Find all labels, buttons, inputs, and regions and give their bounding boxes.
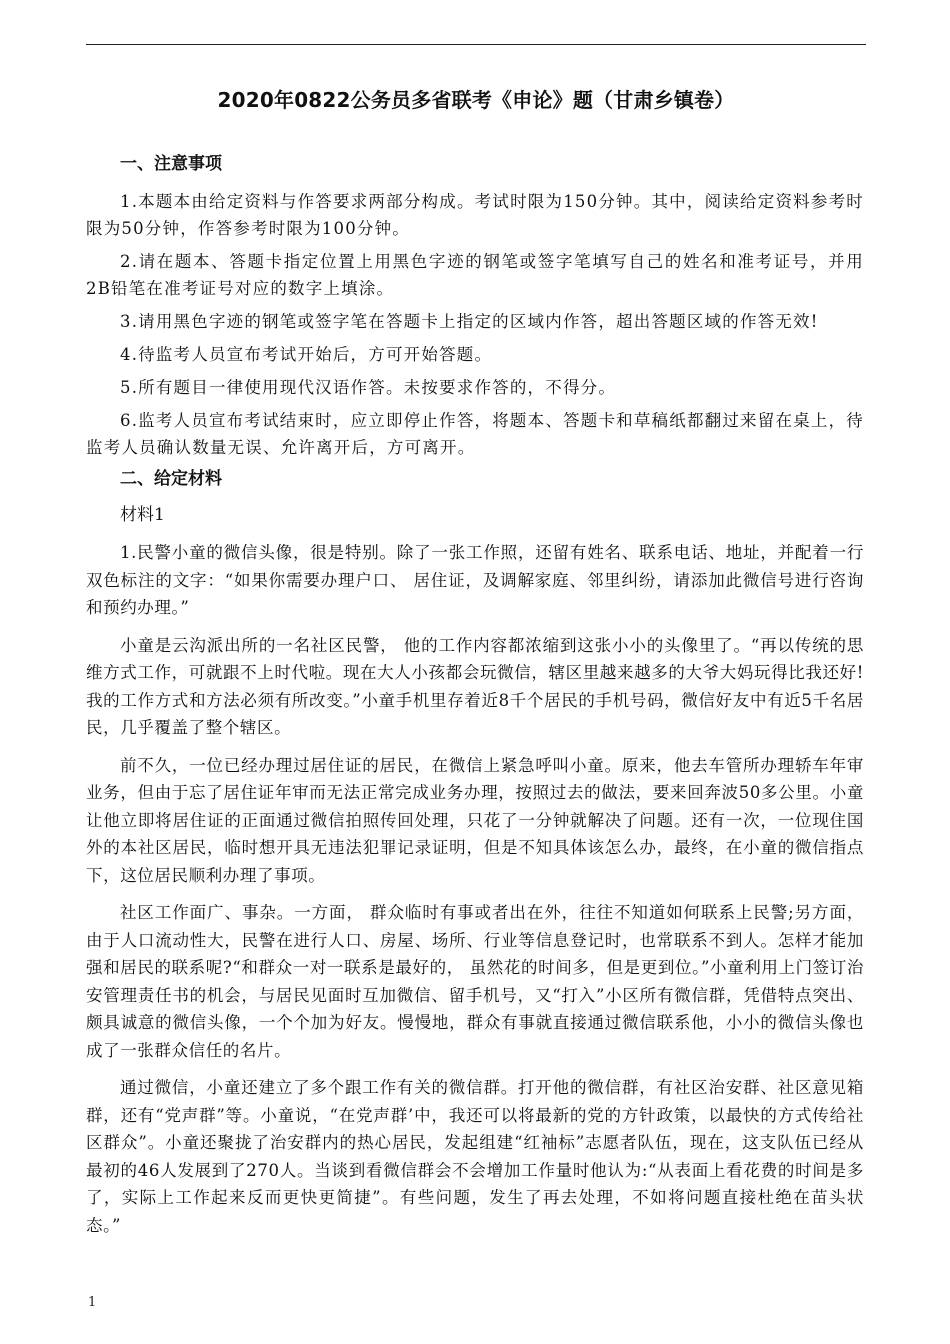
document-title: 2020年0822公务员多省联考《申论》题（甘肃乡镇卷）	[217, 88, 735, 112]
notes-list	[86, 188, 864, 461]
material-label: 材料1	[120, 505, 165, 525]
note-item: 6.监考人员宣布考试结束时，应立即停止作答，将题本、答题卡和草稿纸都翻过来留在桌上，待监考人员确认数量无误、允许离开后，方可离开。	[86, 411, 864, 457]
page-number: 1	[88, 1295, 97, 1310]
note-item: 3.请用黑色字迹的钢笔或签字笔在答题卡上指定的区域内作答，超出答题区域的作答无效!	[120, 312, 819, 331]
material-paragraph: 小童是云沟派出所的一名社区民警， 他的工作内容都浓缩到这张小小的头像里了。“再以传统的思维方式工作，可就跟不上时代啦。现在大人小孩都会玩微信，辖区里越来越多的大爷大妈玩得比我还好!我的工作方式和方法必须有所改变。”小童手机里存着近8千个居民的手机号码，微信好友中有近5千名居民，几乎覆盖了整个辖区。	[86, 635, 864, 737]
section-heading-notes: 一、注意事项	[120, 154, 222, 174]
material-paragraph: 通过微信，小童还建立了多个跟工作有关的微信群。打开他的微信群，有社区治安群、社区意见箱群，还有“党声群”等。小童说，“在党声群’中，我还可以将最新的党的方针政策，以最快的方式传给社区群众”。小童还聚拢了治安群内的热心居民，发起组建“红袖标”志愿者队伍，现在，这支队伍已经从最初的46人发展到了270人。当谈到看微信群会不会增加工作量时他认为:“从表面上看花费的时间是多了，实际上工作起来反而更快更简捷”。有些问题，发生了再去处理，不如将问题直接杜绝在苗头状态。”	[86, 1078, 864, 1235]
document-body	[86, 152, 864, 1249]
header-rule	[86, 44, 866, 45]
material-paragraph: 1.民警小童的微信头像，很是特别。除了一张工作照，还留有姓名、联系电话、地址，并配着一行双色标注的文字：“如果你需要办理户口、 居住证，及调解家庭、邻里纠纷，请添加此微信号进行咨询和预约办理。”	[86, 543, 864, 617]
note-item: 2.请在题本、答题卡指定位置上用黑色字迹的钢笔或签字笔填写自己的姓名和准考证号，并用2B铅笔在准考证号对应的数字上填涂。	[86, 252, 864, 298]
note-item: 5.所有题目一律使用现代汉语作答。未按要求作答的，不得分。	[120, 378, 617, 397]
material-paragraph: 社区工作面广、事杂。一方面， 群众临时有事或者出在外，往往不知道如何联系上民警;另方面，由于人口流动性大，民警在进行人口、房屋、场所、行业等信息登记时，也常联系不到人。怎样才能加强和居民的联系呢?“和群众一对一联系是最好的， 虽然花的时间多，但是更到位。”小童利用上门签订治安管理责任书的机会，与居民见面时互加微信、留手机号，又“打入”小区所有微信群，凭借特点突出、颇具诚意的微信头像，一个个加为好友。慢慢地，群众有事就直接通过微信联系他，小小的微信头像也成了一张群众信任的名片。	[86, 903, 864, 1060]
note-item: 1.本题本由给定资料与作答要求两部分构成。考试时限为150分钟。其中，阅读给定资料参考时限为50分钟，作答参考时限为100分钟。	[86, 192, 864, 238]
note-item: 4.待监考人员宣布考试开始后，方可开始答题。	[120, 345, 493, 364]
material-text	[86, 539, 864, 1239]
section-heading-materials: 二、给定材料	[120, 469, 222, 489]
material-paragraph: 前不久，一位已经办理过居住证的居民，在微信上紧急呼叫小童。原来，他去车管所办理轿车年审业务，但由于忘了居住证年审而无法正常完成业务办理，按照过去的做法，要来回奔波50多公里。小童让他立即将居住证的正面通过微信拍照传回处理，只花了一分钟就解决了问题。还有一次，一位现住国外的本社区居民，临时想开具无违法犯罪记录证明，但是不知具体该怎么办，最终，在小童的微信指点下，这位居民顺利办理了事项。	[86, 755, 864, 885]
